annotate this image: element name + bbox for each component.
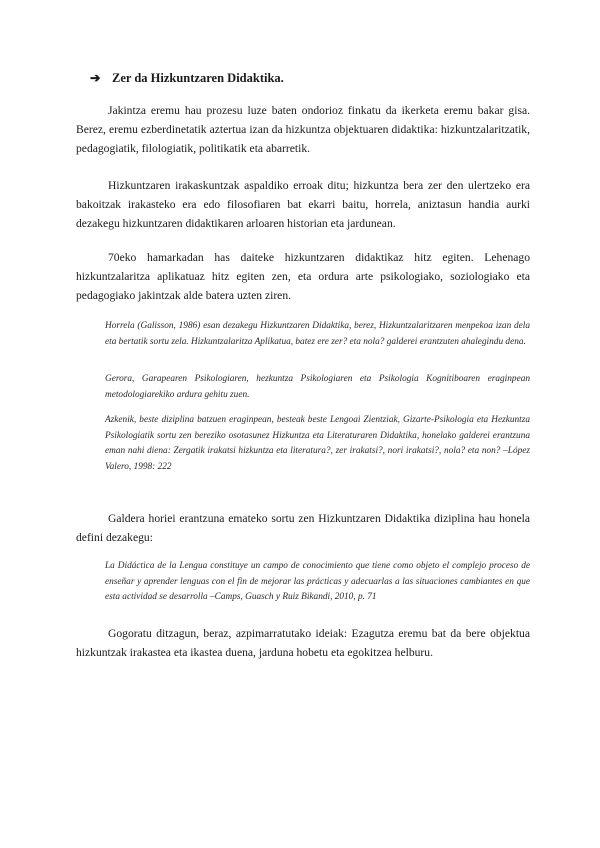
section-title: Zer da Hizkuntzaren Didaktika. bbox=[112, 71, 284, 85]
paragraph-2: Hizkuntzaren irakaskuntzak aspaldiko erroak ditu; hizkuntza bera zer den ulertzeko era bakoitzak irakasteko era edo filosofiaren bat ekarri baitu, horrela, aniztasun handia aurki dezakegu hizkuntzaren didaktikaren arloaren historian eta jardunean. bbox=[76, 179, 530, 230]
paragraph-1: Jakintza eremu hau prozesu luze baten ondorioz finkatu da ikerketa eremu bakar gisa. Berez, eremu ezberdinetatik aztertua izan da hizkuntza objektuaren didaktika: hizkuntzalaritzatik, pedagogiatik, filologiatik, politikatik eta abarretik. bbox=[76, 104, 530, 155]
paragraph-5: Gogoratu ditzagun, beraz, azpimarratutako ideiak: Ezagutza eremu bat da bere objektua hizkuntzak irakastea eta ikastea duena, jarduna hobetu eta egokitzea helburu. bbox=[76, 627, 530, 659]
paragraph-4: Galdera horiei erantzuna emateko sortu zen Hizkuntzaren Didaktika diziplina hau honela defini dezakegu: bbox=[76, 512, 530, 544]
quote-galisson: Horrela (Galisson, 1986) esan dezakegu Hizkuntzaren Didaktika, berez, Hizkuntzalaritzaren menpekoa izan dela eta bertatik sortu zela. Hizkuntzalaritza Aplikatua, batez ere zer? eta nola? galderei erantzuten ahalegindu dena. bbox=[105, 321, 530, 347]
paragraph-3: 70eko hamarkadan has daiteke hizkuntzaren didaktikaz hitz egiten. Lehenago hizkuntzalaritza aplikatuaz hitz egiten zen, eta ordura arte psikologiako, soziologiako eta pedagogiako jakintzak alde batera uzten ziren. bbox=[76, 251, 530, 302]
section-heading bbox=[90, 70, 284, 86]
arrow-bullet-icon: ➔ bbox=[90, 71, 101, 85]
quote-lopez-valero: Azkenik, beste diziplina batzuen eraginpean, besteak beste Lengoai Zientziak, Gizarte-Psikologia eta Hezkuntza Psikologiatik sortu zen bereziko osotasunez Hizkuntza eta Literaturaren Didaktika, honelako galderei erantzuna eman nahi diena: Zergatik irakatsi hizkuntza eta literatura?, zer irakatsi?, nori irakatsi?, nola? eta non? –López Valero, 1998: 222 bbox=[105, 415, 530, 472]
quote-camps: La Didáctica de la Lengua constituye un campo de conocimiento que tiene como objeto el complejo proceso de enseñar y aprender lenguas con el fin de mejorar las prácticas y adecuarlas a las situaciones cambiantes en que esta actividad se desarrolla –Camps, Guasch y Ruiz Bikandi, 2010, p. 71 bbox=[105, 561, 530, 602]
quote-gerora: Gerora, Garapearen Psikologiaren, hezkuntza Psikologiaren eta Psikologia Kognitiboaren eraginpean metodologiarekiko ardura gehitu zuen. bbox=[105, 374, 530, 400]
